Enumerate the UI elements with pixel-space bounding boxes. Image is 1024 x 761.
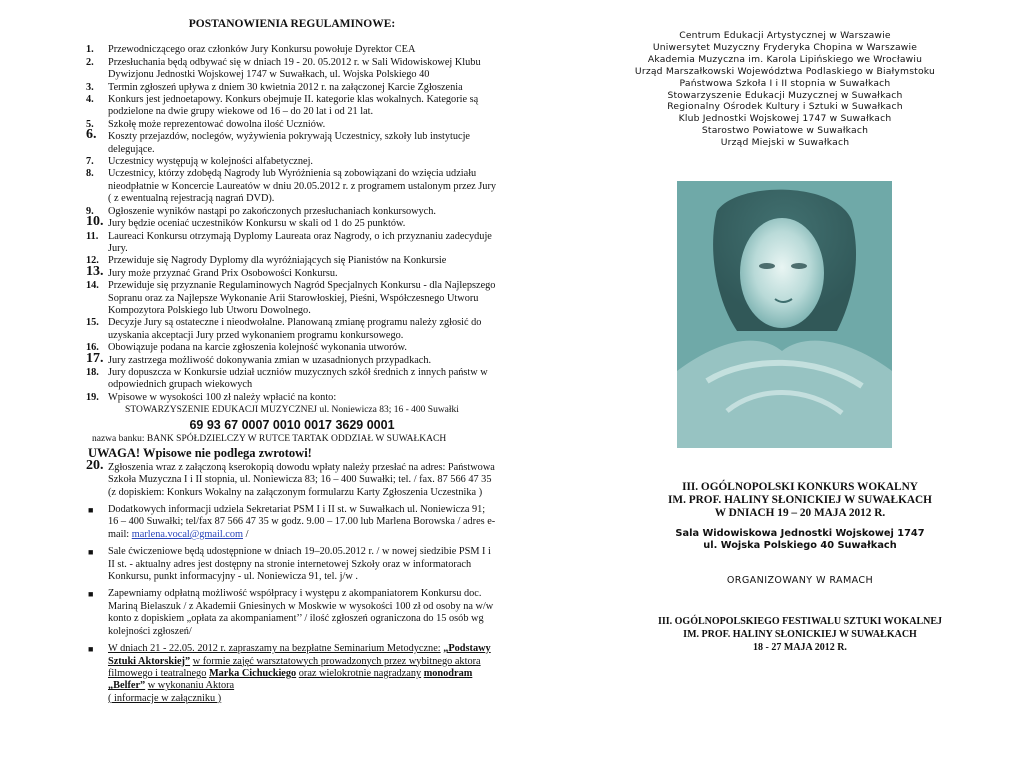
rule-item <box>86 94 498 119</box>
rule-item <box>86 82 498 94</box>
rule-text: Ogłoszenie wyników nastąpi po zakończonych przesłuchaniach konkursowych. <box>108 205 436 217</box>
rule-text: Termin zgłoszeń upływa z dniem 30 kwietnia 2012 r. na załączonej Karcie Zgłoszenia <box>108 81 463 93</box>
rule-item <box>86 168 498 205</box>
accompanist-bullet <box>86 588 498 638</box>
rule-text: Uczestnicy, którzy zdobędą Nagrody lub Wyróżnienia są zobowiązani do wzięcia udziału nieodpłatnie w Koncercie Laureatów w dniu 20.05.2012 r. z programem ustalonym przez Jury ( z ewentualną rejestracją nagrań DVD). <box>108 168 497 205</box>
organizer-line: Uniwersytet Muzyczny Fryderyka Chopina w Warszawie <box>652 41 918 53</box>
venue-info <box>600 528 1000 553</box>
rule-item <box>86 342 498 354</box>
regulations-title: POSTANOWIENIA REGULAMINOWE: <box>188 18 396 30</box>
bullet-icon: ■ <box>88 505 94 516</box>
seminar-intro: W dniach 21 - 22.05. 2012 r. zapraszamy na bezpłatne Seminarium Metodyczne: <box>108 643 441 655</box>
bullet-icon: ■ <box>88 547 94 558</box>
seminar-text: w formie zajęć warsztatowych prowadzonych przez wybitnego aktora filmowego i teatralnego <box>108 655 481 679</box>
bullet-icon: ■ <box>88 644 94 655</box>
seminar-title: „Podstawy Sztuki Aktorskiej” <box>108 643 491 667</box>
seminar-actor: Marka Cichuckiego <box>208 667 297 679</box>
rule-item <box>86 350 498 367</box>
rule-text: Przewodniczącego oraz członków Jury Konkursu powołuje Dyrektor CEA <box>108 44 416 56</box>
rule-number: 16. <box>86 342 99 354</box>
rule-text: Obowiązuje podana na karcie zgłoszenia kolejność wykonania utworów. <box>108 342 407 354</box>
rule-number: 19. <box>86 391 99 403</box>
bank-account-number: 69 93 67 0007 0010 0017 3629 0001 <box>189 417 395 432</box>
rule-item <box>86 255 498 267</box>
venue-line: Sala Widowiskowa Jednostki Wojskowej 1747 <box>675 528 925 539</box>
rule-text: Jury dopuszcza w Konkursie udział uczniów muzycznych szkół średnich z innych państw w odpowiednich grupach wiekowych <box>108 366 488 391</box>
bullet-icon: ■ <box>88 589 94 600</box>
rule-number: 10. <box>86 214 104 230</box>
rule-text: Przewiduje się przyznanie Regulaminowych Nagród Specjalnych Konkursu - dla Najlepszego Sopranu oraz za Najlepsze Wykonanie Arii Starowłoskiej, Pieśni, Współczesnego Utworu Kompozytora Polskiego lub Utworu Dowolnego. <box>108 280 496 316</box>
organizer-line: Akademia Muzyczna im. Karola Lipińskiego we Wrocławiu <box>647 53 923 65</box>
rule-item <box>86 206 498 218</box>
rule-number: 12. <box>86 255 99 267</box>
rule-20 <box>86 457 498 499</box>
rule-text: Przesłuchania będą odbywać się w dniach 19 - 20. 05.2012 r. w Sali Widowiskowej Klubu Dywizjonu Jednostki Wojskowej 1747 w Suwałkach, ul. Wojska Polskiego 40 <box>108 56 481 81</box>
organizer-line: Centrum Edukacji Artystycznej w Warszawie <box>679 30 891 41</box>
seminar-attachment-note: ( informacje w załączniku ) <box>108 692 222 704</box>
portrait-photo <box>677 181 892 448</box>
organizer-line: Państwowa Szkoła I i II stopnia w Suwałkach <box>679 77 891 89</box>
rule-number: 15. <box>86 317 99 329</box>
rule-item <box>86 367 498 392</box>
organizer-line: Urząd Miejski w Suwałkach <box>720 137 850 149</box>
rule-number: 7. <box>86 156 94 168</box>
rule-text: Konkurs jest jednoetapowy. Konkurs obejmuje II. kategorie klas wokalnych. Kategorie są podzielone na dwie grupy wiekowe od 16 – do 20 lat i od 21 lat. <box>108 94 479 118</box>
portrait-illustration <box>677 181 892 448</box>
seminar-text-3: w wykonaniu Aktora <box>147 680 235 692</box>
rule-20-number: 20. <box>86 457 104 473</box>
organizer-line: Starostwo Powiatowe w Suwałkach <box>701 125 869 137</box>
rule-item <box>86 44 498 56</box>
seminar-bullet <box>86 643 498 705</box>
rule-text: Laureaci Konkursu otrzymają Dyplomy Laureata oraz Nagrody, o ich przyznaniu zadecyduje Jury. <box>108 230 492 254</box>
festival-title-line: IM. PROF. HALINY SŁONICKIEJ W SUWAŁKACH <box>683 629 917 641</box>
rule-item <box>86 263 498 280</box>
practice-rooms-bullet <box>86 546 498 583</box>
rule-item <box>86 214 498 230</box>
contest-title-line: W DNIACH 19 – 20 MAJA 2012 R. <box>714 507 886 520</box>
rule-number: 3. <box>86 81 94 93</box>
festival-title <box>600 615 1000 655</box>
venue-line: ul. Wojska Polskiego 40 Suwałkach <box>703 540 897 552</box>
rule-text: Wpisowe w wysokości 100 zł należy wpłacić na konto: <box>108 391 337 403</box>
organizers-block <box>600 30 970 149</box>
organizers-list <box>600 30 970 149</box>
organizer-line: Urząd Marszałkowski Województwa Podlaskiego w Białymstoku <box>634 65 936 77</box>
rule-item <box>86 127 498 156</box>
accompanist-text: Zapewniamy odpłatną możliwość współpracy i występu z akompaniatorem Konkursu doc. Mariną Bielaszuk / z Akademii Gniesinych w Moskwie w wysokości 100 zł od osoby na w/w konto z dopiskiem „opłata za akompaniament’’ / ilość zgłoszeń ograniczona do 15 osób wg kolejności zgłoszeń/ <box>108 588 494 637</box>
rule-item <box>86 119 498 131</box>
festival-title-line: III. OGÓLNOPOLSKIEGO FESTIWALU SZTUKI WOKALNEJ <box>657 616 943 627</box>
bank-name-label: nazwa banku: <box>92 434 145 444</box>
rule-number: 14. <box>86 280 99 292</box>
rule-item <box>86 156 498 168</box>
rule-number: 8. <box>86 168 94 180</box>
rule-item <box>86 231 498 256</box>
rule-text: Jury będzie oceniać uczestników Konkursu w skali od 1 do 25 punktów. <box>108 218 406 230</box>
rule-number: 4. <box>86 94 94 106</box>
contest-title <box>600 481 1000 521</box>
rule-item <box>86 392 498 404</box>
rule-20-text: Zgłoszenia wraz z załączoną kserokopią dowodu wpłaty należy przesłać na adres: Państwowa Szkoła Muzyczna I i II stopnia, ul. Noniewicza 83; 16 – 400 Suwałki; tel. / fax. 87 566 47 35 (z dopiskiem: Konkurs Wokalny na załączonym formularzu Karty Zgłoszenia Uczestnika ) <box>108 461 495 498</box>
rule-text: Jury może przyznać Grand Prix Osobowości Konkursu. <box>108 267 338 279</box>
info-text-end: / <box>245 528 249 540</box>
rule-text: Przewiduje się Nagrody Dyplomy dla wyróżniających się Pianistów na Konkursie <box>108 255 447 267</box>
organizer-line: Regionalny Ośrodek Kultury i Sztuki w Suwałkach <box>667 101 903 113</box>
contest-title-line: III. OGÓLNOPOLSKI KONKURS WOKALNY <box>682 481 918 493</box>
info-text: Dodatkowych informacji udziela Sekretariat PSM I i II st. w Suwałkach ul. Noniewicza 91; 16 – 400 Suwałki; tel/fax 87 566 47 35 w godz. 9.00 – 17.00 lub Marlena Borowska / adres e-mail: <box>108 504 496 540</box>
rule-number: 13. <box>86 263 104 279</box>
rule-item <box>86 280 498 317</box>
practice-rooms-text: Sale ćwiczeniowe będą udostępnione w dniach 19–20.05.2012 r. / w nowej siedzibie PSM I i II st. - aktualny adres jest dostępny na stronie internetowej Szkoły oraz w informatorach Konkursu, punkt informacyjny - ul. Noniewicza 91, tel. j/w . <box>108 546 491 583</box>
rule-number: 1. <box>86 44 94 56</box>
fee-warning: UWAGA! Wpisowe nie podlega zwrotowi! <box>88 446 312 461</box>
rule-text: Decyzje Jury są ostateczne i nieodwołalne. Planowaną zmianę programu należy zgłosić do uzyskania akceptacji Jury przed wykonaniem programu konkursowego. <box>108 317 482 341</box>
seminar-monodrama: monodram „Belfer” <box>108 667 473 692</box>
rule-number: 9. <box>86 205 94 217</box>
rule-item <box>86 57 498 82</box>
festival-title-line: 18 - 27 MAJA 2012 R. <box>753 642 847 654</box>
bank-name: BANK SPÓŁDZIELCZY W RUTCE TARTAK ODDZIAŁ W SUWAŁKACH <box>146 434 447 444</box>
bank-name-line <box>92 433 498 445</box>
rules-list <box>86 44 498 404</box>
rule-number: 18. <box>86 366 99 378</box>
organizer-line: Stowarzyszenie Edukacji Muzycznej w Suwałkach <box>667 89 903 101</box>
rule-number: 6. <box>86 127 97 143</box>
rule-number: 5. <box>86 118 94 130</box>
rule-text: Jury zastrzega możliwość dokonywania zmian w uzasadnionych przypadkach. <box>108 354 432 366</box>
rule-number: 11. <box>86 230 99 242</box>
rule-text: Koszty przejazdów, noclegów, wyżywienia pokrywają Uczestnicy, szkoły lub instytucje delegujące. <box>108 131 470 155</box>
rule-text: Uczestnicy występują w kolejności alfabetycznej. <box>108 156 314 168</box>
organized-within: ORGANIZOWANY W RAMACH <box>726 575 874 586</box>
rule-number: 17. <box>86 350 104 366</box>
rule-text: Szkołę może reprezentować dowolna ilość Uczniów. <box>108 118 326 130</box>
email-link[interactable]: marlena.vocal@gmail.com <box>131 528 244 540</box>
regulations-column <box>86 18 498 705</box>
info-bullet <box>86 504 498 541</box>
seminar-text-2: oraz wielokrotnie nagradzany <box>298 667 422 679</box>
bank-account-holder: STOWARZYSZENIE EDUKACJI MUZYCZNEJ ul. Noniewicza 83; 16 - 400 Suwałki <box>125 405 459 416</box>
rule-item <box>86 317 498 342</box>
organizer-line: Klub Jednostki Wojskowej 1747 w Suwałkach <box>678 113 892 125</box>
contest-title-line: IM. PROF. HALINY SŁONICKIEJ W SUWAŁKACH <box>668 494 932 507</box>
rule-number: 2. <box>86 56 94 68</box>
